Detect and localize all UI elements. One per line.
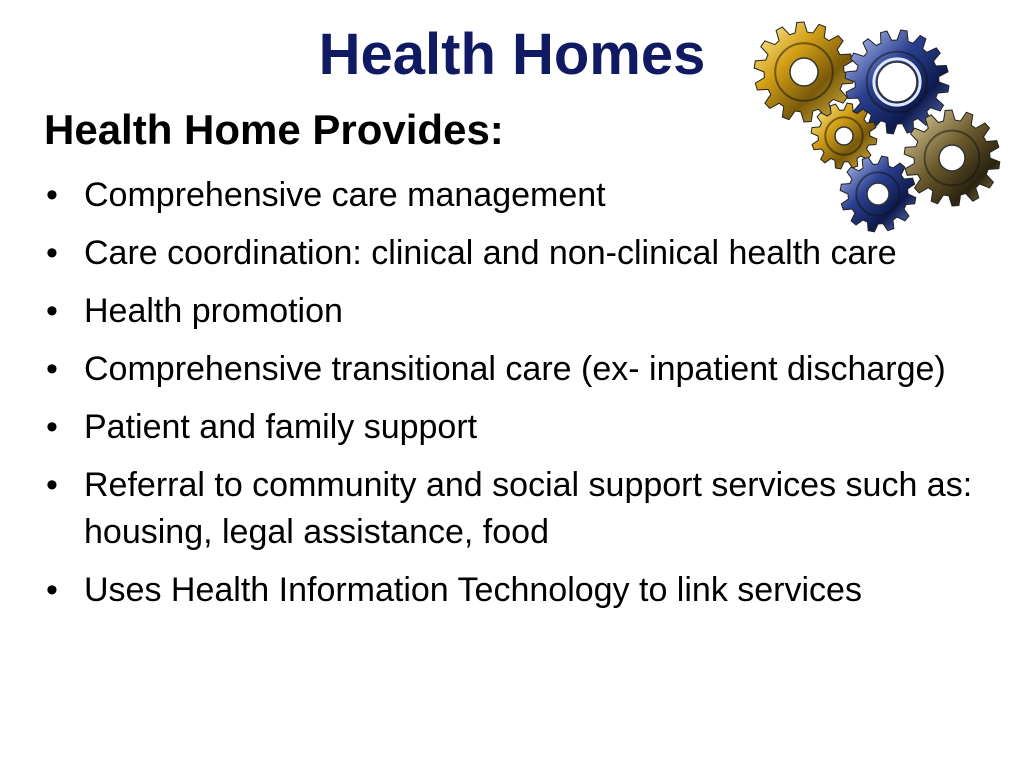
bullet-list bbox=[44, 172, 1004, 625]
slide-subtitle: Health Home Provides: bbox=[44, 106, 504, 153]
bronze-gear-hub bbox=[939, 145, 965, 171]
bullet-item bbox=[44, 462, 1004, 556]
bullet-text: Health promotion bbox=[84, 292, 343, 330]
slide-title: Health Homes bbox=[318, 22, 706, 87]
bullet-text: Referral to community and social support services such as: housing, legal assistance, food bbox=[84, 466, 973, 551]
bullet-marker: • bbox=[46, 292, 58, 330]
bullet-text: Patient and family support bbox=[84, 408, 478, 446]
bullet-marker: • bbox=[46, 571, 58, 609]
bullet-marker: • bbox=[46, 466, 58, 504]
bullet-marker: • bbox=[46, 350, 58, 388]
blue-gear-large-hub bbox=[877, 62, 917, 102]
bullet-text: Uses Health Information Technology to link services bbox=[84, 571, 862, 609]
bullet-item bbox=[44, 346, 1004, 393]
bullet-item bbox=[44, 567, 1004, 614]
bullet-marker: • bbox=[46, 408, 58, 446]
bullet-item bbox=[44, 288, 1004, 335]
bullet-marker: • bbox=[46, 234, 58, 272]
gold-gear-small-hub bbox=[835, 127, 853, 145]
bullet-text: Comprehensive transitional care (ex- inpatient discharge) bbox=[84, 350, 946, 388]
bullet-item bbox=[44, 404, 1004, 451]
bullet-item bbox=[44, 230, 1004, 277]
gold-gear-large-hub bbox=[790, 58, 818, 86]
bullet-text: Comprehensive care management bbox=[84, 176, 606, 214]
bullet-item bbox=[44, 172, 1004, 219]
bullet-marker: • bbox=[46, 176, 58, 214]
bullet-text: Care coordination: clinical and non-clinical health care bbox=[84, 234, 897, 272]
